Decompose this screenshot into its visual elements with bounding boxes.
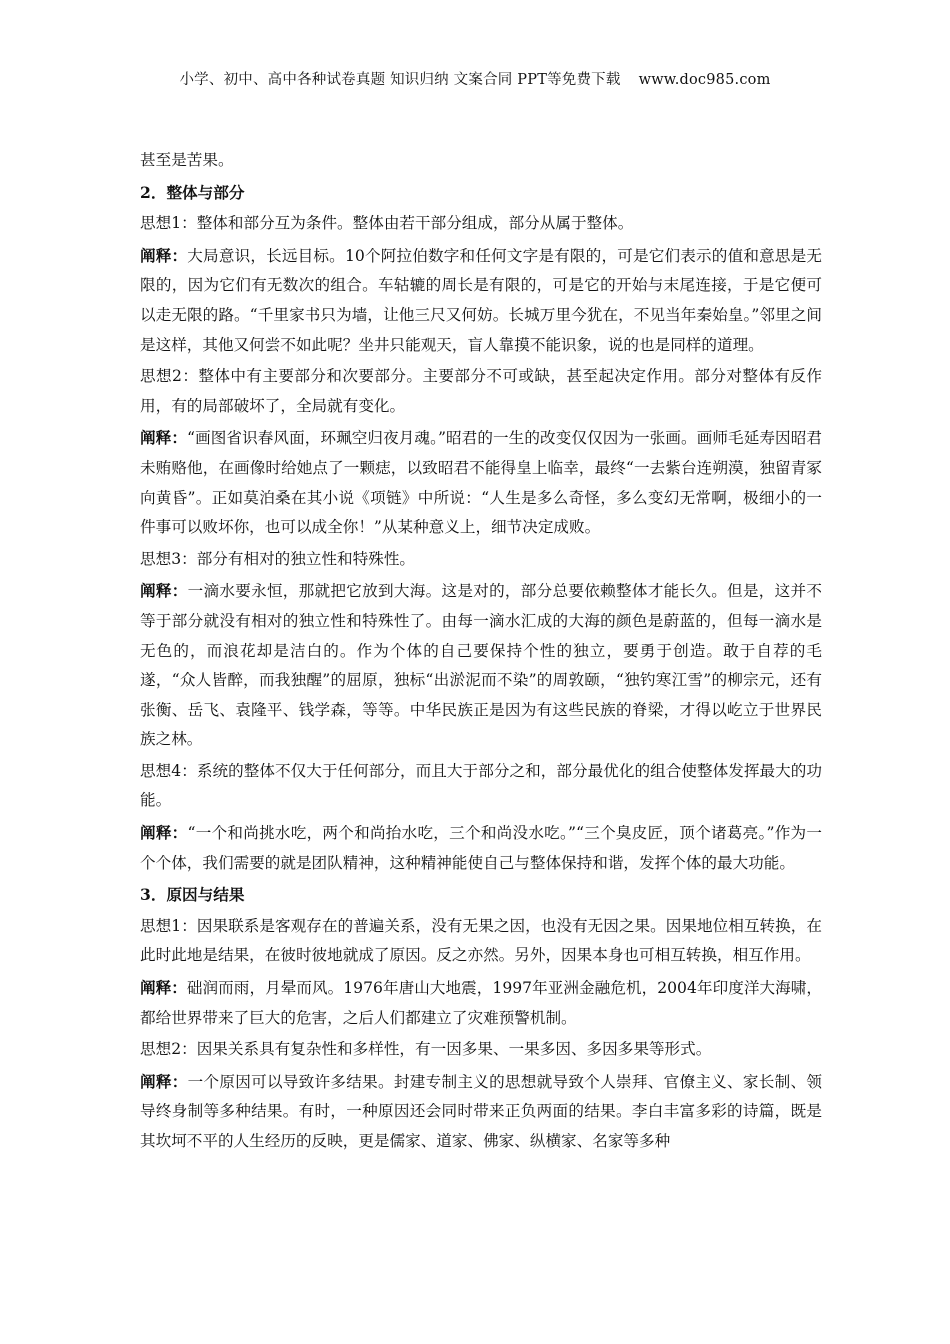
paragraph-explanation — [140, 973, 822, 1033]
thought-label: 思想2： — [140, 367, 199, 386]
thought-text: 因果关系具有复杂性和多样性，有一因多果、一果多因、多因多果等形式。 — [196, 1040, 712, 1059]
section-heading: 2．整体与部分 — [140, 182, 245, 202]
explanation-label: 阐释： — [140, 245, 188, 265]
header-site-link[interactable]: www.doc985.com — [638, 72, 771, 88]
thought-text: 整体和部分互为条件。整体由若干部分组成，部分从属于整体。 — [196, 214, 634, 233]
paragraph: 甚至是苦果。 — [140, 151, 234, 169]
paragraph-thought — [140, 545, 822, 575]
section-heading: 3．原因与结果 — [140, 885, 245, 905]
paragraph-thought — [140, 209, 822, 239]
explanation-label: 阐释： — [140, 1071, 188, 1091]
thought-label: 思想2： — [140, 1040, 197, 1059]
explanation-text: 大局意识，长远目标。10个阿拉伯数字和任何文字是有限的，可是它们表示的值和意思是无限的，因为它们有无数次的组合。车轱辘的周长是有限的，可是它的开始与末尾连接，于是它便可以走无限的路。“千里家书只为墙，让他三尺又何妨。长城万里今犹在，不见当年秦始皇。”邻里之间是这样，其他又何尝不如此呢？坐井只能观天，盲人靠摸不能识象，说的也是同样的道理。 — [140, 246, 822, 354]
page-header — [0, 68, 950, 89]
thought-label: 思想3： — [140, 549, 197, 568]
paragraph-explanation — [140, 241, 822, 360]
explanation-label: 阐释： — [140, 823, 188, 843]
explanation-text: 础润而雨，月晕而风。1976年唐山大地震，1997年亚洲金融危机，2004年印度洋大海啸，都给世界带来了巨大的危害，之后人们都建立了灾难预警机制。 — [140, 979, 822, 1027]
paragraph-thought — [140, 912, 822, 971]
paragraph-explanation — [140, 576, 822, 755]
thought-label: 思想4： — [140, 761, 197, 780]
explanation-label: 阐释： — [140, 978, 187, 998]
explanation-label: 阐释： — [140, 428, 188, 448]
header-text: 小学、初中、高中各种试卷真题 知识归纳 文案合同 PPT等免费下载 — [179, 72, 621, 88]
explanation-text: “一个和尚挑水吃，两个和尚抬水吃，三个和尚没水吃。”“三个臭皮匠，顶个诸葛亮。”作为一个个体，我们需要的就是团队精神，这种精神能使自己与整体保持和谐，发挥个体的最大功能。 — [140, 824, 822, 872]
thought-text: 整体中有主要部分和次要部分。主要部分不可或缺，甚至起决定作用。部分对整体有反作用，有的局部破坏了，全局就有变化。 — [140, 367, 822, 415]
paragraph-explanation — [140, 423, 822, 542]
thought-text: 因果联系是客观存在的普遍关系，没有无果之因，也没有无因之果。因果地位相互转换，在此时此地是结果，在彼时彼地就成了原因。反之亦然。另外，因果本身也可相互转换，相互作用。 — [140, 916, 822, 965]
explanation-label: 阐释： — [140, 581, 188, 601]
thought-text: 系统的整体不仅大于任何部分，而且大于部分之和，部分最优化的组合使整体发挥最大的功能。 — [140, 761, 822, 810]
explanation-text: 一个原因可以导致许多结果。封建专制主义的思想就导致个人崇拜、官僚主义、家长制、领导终身制等多种结果。有时，一种原因还会同时带来正负两面的结果。李白丰富多彩的诗篇，既是其坎坷不平的人生经历的反映，更是儒家、道家、佛家、纵横家、名家等多种 — [140, 1072, 822, 1150]
paragraph-explanation — [140, 1067, 822, 1157]
paragraph-thought — [140, 1035, 822, 1065]
paragraph-explanation — [140, 818, 822, 878]
explanation-text: 一滴水要永恒，那就把它放到大海。这是对的，部分总要依赖整体才能长久。但是，这并不等于部分就没有相对的独立性和特殊性了。由每一滴水汇成的大海的颜色是蔚蓝的，但每一滴水是无色的，而浪花却是洁白的。作为个体的自己要保持个性的独立，要勇于创造。敢于自荐的毛遂，“众人皆醉，而我独醒”的屈原，独标“出淤泥而不染”的周敦颐，“独钓寒江雪”的柳宗元，还有张衡、岳飞、袁隆平、钱学森，等等。中华民族正是因为有这些民族的脊梁，才得以屹立于世界民族之林。 — [140, 582, 822, 749]
thought-label: 思想1： — [140, 214, 197, 233]
paragraph-thought — [140, 757, 822, 816]
document-body — [140, 146, 822, 1157]
explanation-text: “画图省识春风面，环珮空归夜月魂。”昭君的一生的改变仅仅因为一张画。画师毛延寿因昭君未贿赂他，在画像时给她点了一颗痣，以致昭君不能得皇上临幸，最终“一去紫台连朔漠，独留青冢向黄昏”。正如莫泊桑在其小说《项链》中所说：“人生是多么奇怪，多么变幻无常啊，极细小的一件事可以败坏你，也可以成全你！”从某种意义上，细节决定成败。 — [140, 429, 822, 537]
thought-label: 思想1： — [140, 916, 197, 935]
thought-text: 部分有相对的独立性和特殊性。 — [196, 549, 416, 568]
paragraph-thought — [140, 362, 822, 421]
